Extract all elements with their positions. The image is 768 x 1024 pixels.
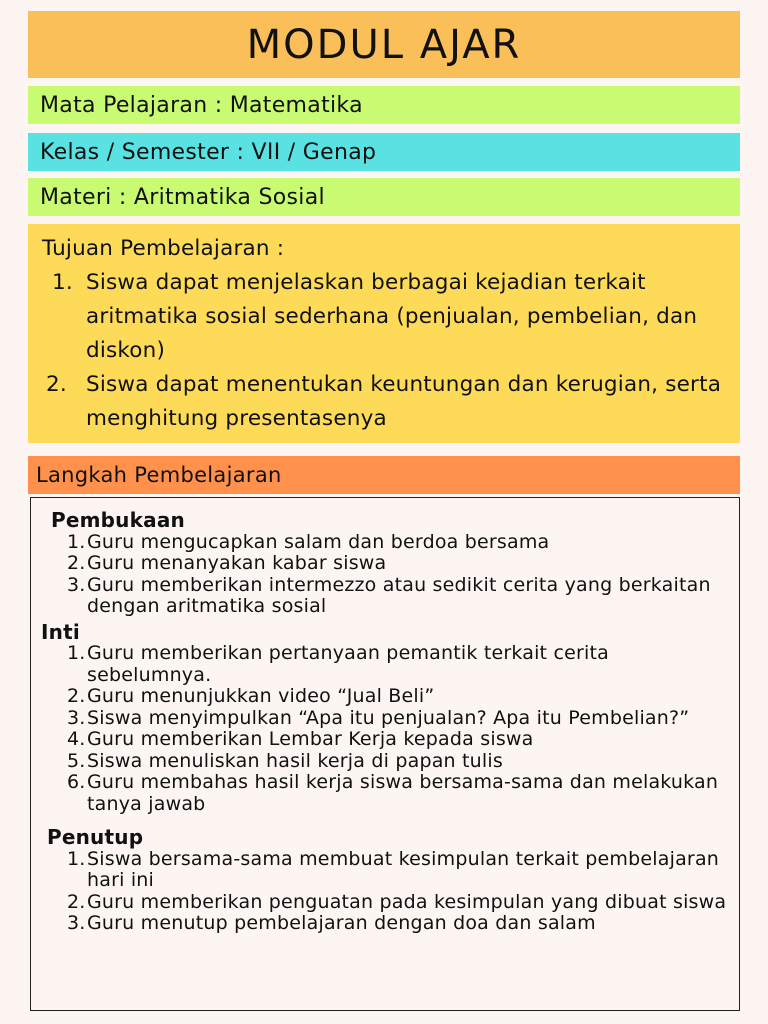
closing-steps-list xyxy=(41,849,727,935)
learning-goals-panel xyxy=(28,224,740,443)
list-item xyxy=(41,686,727,708)
item-text: Guru menunjukkan video “Jual Beli” xyxy=(87,685,435,707)
item-number: 3. xyxy=(67,706,86,729)
item-number: 4. xyxy=(67,728,86,750)
material-field: Materi : Aritmatika Sosial xyxy=(28,178,740,216)
item-number: 5. xyxy=(67,749,86,772)
list-item xyxy=(41,729,727,751)
list-item xyxy=(41,913,727,935)
item-text: Guru memberikan intermezzo atau sedikit cerita yang berkaitan dengan aritmatika sosial xyxy=(87,573,711,617)
item-text: Siswa bersama-sama membuat kesimpulan terkait pembelajaran hari ini xyxy=(87,847,720,891)
list-item xyxy=(41,892,727,914)
section-title-opening: Pembukaan xyxy=(51,508,185,532)
learning-steps-box xyxy=(30,497,740,1011)
core-steps-list xyxy=(41,643,727,815)
item-number: 3. xyxy=(67,573,86,596)
item-text: Guru memberikan penguatan pada kesimpulan yang dibuat siswa xyxy=(87,890,727,913)
item-number: 1. xyxy=(67,642,86,664)
item-number: 2. xyxy=(67,890,86,913)
item-number: 1. xyxy=(67,847,86,870)
item-text: Guru mengucapkan salam dan berdoa bersama xyxy=(87,530,550,553)
item-text: Siswa menyimpulkan “Apa itu penjualan? Apa itu Pembelian?” xyxy=(87,706,690,729)
item-number: 1. xyxy=(52,270,73,295)
list-item xyxy=(41,553,727,575)
item-number: 2. xyxy=(67,685,86,707)
item-number: 1. xyxy=(67,530,86,553)
learning-goal-item xyxy=(42,266,726,368)
section-title-closing: Penutup xyxy=(47,825,144,849)
section-title-core: Inti xyxy=(41,619,80,644)
page-title: MODUL AJAR xyxy=(28,11,740,78)
class-semester-field: Kelas / Semester : VII / Genap xyxy=(28,133,740,171)
learning-goals-list xyxy=(42,266,726,436)
list-item xyxy=(41,532,727,554)
item-number: 6. xyxy=(67,771,86,793)
list-item xyxy=(41,751,727,773)
learning-goal-item xyxy=(42,368,726,436)
list-item xyxy=(41,575,727,618)
item-text: Guru menanyakan kabar siswa xyxy=(87,552,387,574)
item-text: Guru menutup pembelajaran dengan doa dan salam xyxy=(87,912,596,934)
list-item xyxy=(41,708,727,730)
item-text: Guru memberikan pertanyaan pemantik terkait cerita sebelumnya. xyxy=(87,642,609,686)
item-text: Guru memberikan Lembar Kerja kepada siswa xyxy=(87,728,534,750)
item-text: Siswa menuliskan hasil kerja di papan tulis xyxy=(87,749,503,772)
item-number: 2. xyxy=(46,372,67,397)
opening-steps-list xyxy=(41,532,727,618)
item-text: Siswa dapat menentukan keuntungan dan kerugian, serta menghitung presentasenya xyxy=(86,372,722,431)
item-number: 2. xyxy=(67,552,86,574)
learning-goals-heading: Tujuan Pembelajaran : xyxy=(42,236,285,261)
list-item xyxy=(41,772,727,815)
list-item xyxy=(41,849,727,892)
list-item xyxy=(41,643,727,686)
item-text: Guru membahas hasil kerja siswa bersama-sama dan melakukan tanya jawab xyxy=(87,771,719,815)
learning-steps-heading: Langkah Pembelajaran xyxy=(28,456,740,494)
subject-field: Mata Pelajaran : Matematika xyxy=(28,86,740,124)
item-text: Siswa dapat menjelaskan berbagai kejadian terkait aritmatika sosial sederhana (penjualan, pembelian, dan diskon) xyxy=(86,270,698,363)
item-number: 3. xyxy=(67,912,86,934)
